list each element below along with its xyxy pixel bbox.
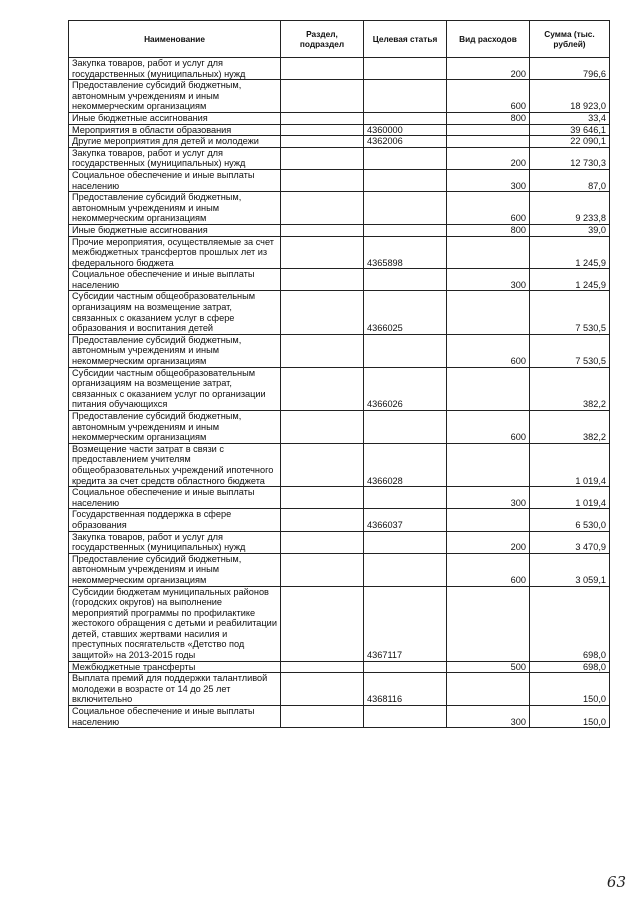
- cell-expense: 300: [447, 706, 530, 728]
- cell-expense: 600: [447, 411, 530, 444]
- cell-expense: [447, 236, 530, 269]
- page-number: 63: [606, 873, 626, 891]
- cell-section: [281, 236, 364, 269]
- budget-table: [68, 20, 610, 728]
- table-row: [69, 291, 610, 334]
- cell-amount: 150,0: [530, 673, 610, 706]
- cell-section: [281, 509, 364, 531]
- cell-target: [364, 411, 447, 444]
- cell-section: [281, 124, 364, 136]
- cell-target: 4362006: [364, 136, 447, 148]
- cell-section: [281, 169, 364, 191]
- cell-expense: [447, 367, 530, 410]
- cell-target: [364, 531, 447, 553]
- cell-name: Предоставление субсидий бюджетным, автономным учреждениям и иным некоммерческим организациям: [69, 553, 281, 586]
- table-row: [69, 192, 610, 225]
- cell-target: [364, 224, 447, 236]
- cell-expense: 600: [447, 334, 530, 367]
- table-row: [69, 169, 610, 191]
- cell-section: [281, 531, 364, 553]
- cell-name: Субсидии частным общеобразовательным организациям на возмещение затрат, связанных с оказанием услуг по организации питания обучающихся: [69, 367, 281, 410]
- cell-name: Социальное обеспечение и иные выплаты населению: [69, 169, 281, 191]
- cell-target: 4365898: [364, 236, 447, 269]
- cell-target: 4366025: [364, 291, 447, 334]
- cell-target: [364, 487, 447, 509]
- cell-amount: 382,2: [530, 367, 610, 410]
- cell-amount: 3 470,9: [530, 531, 610, 553]
- cell-name: Мероприятия в области образования: [69, 124, 281, 136]
- cell-section: [281, 224, 364, 236]
- table-row: [69, 661, 610, 673]
- cell-target: [364, 192, 447, 225]
- cell-expense: [447, 586, 530, 661]
- cell-amount: 3 059,1: [530, 553, 610, 586]
- cell-section: [281, 58, 364, 80]
- cell-amount: 382,2: [530, 411, 610, 444]
- cell-target: 4366028: [364, 443, 447, 486]
- cell-amount: 1 019,4: [530, 487, 610, 509]
- cell-target: 4368116: [364, 673, 447, 706]
- cell-name: Субсидии частным общеобразовательным организациям на возмещение затрат, связанных с оказанием услуг в сфере образования и воспитания детей: [69, 291, 281, 334]
- cell-expense: 600: [447, 192, 530, 225]
- table-row: [69, 487, 610, 509]
- cell-target: [364, 80, 447, 113]
- cell-section: [281, 269, 364, 291]
- table-row: [69, 124, 610, 136]
- table-row: [69, 236, 610, 269]
- cell-expense: [447, 509, 530, 531]
- cell-section: [281, 661, 364, 673]
- cell-expense: 500: [447, 661, 530, 673]
- cell-target: [364, 334, 447, 367]
- table-row: [69, 411, 610, 444]
- cell-name: Межбюджетные трансферты: [69, 661, 281, 673]
- cell-section: [281, 443, 364, 486]
- table-row: [69, 509, 610, 531]
- cell-name: Закупка товаров, работ и услуг для государственных (муниципальных) нужд: [69, 147, 281, 169]
- cell-section: [281, 367, 364, 410]
- header-expense: Вид расходов: [447, 21, 530, 58]
- cell-amount: 12 730,3: [530, 147, 610, 169]
- cell-name: Предоставление субсидий бюджетным, автономным учреждениям и иным некоммерческим организациям: [69, 334, 281, 367]
- cell-target: 4366026: [364, 367, 447, 410]
- cell-target: [364, 58, 447, 80]
- header-target: Целевая статья: [364, 21, 447, 58]
- cell-amount: 7 530,5: [530, 291, 610, 334]
- cell-expense: 600: [447, 80, 530, 113]
- cell-name: Предоставление субсидий бюджетным, автономным учреждениям и иным некоммерческим организациям: [69, 192, 281, 225]
- cell-target: [364, 112, 447, 124]
- table-row: [69, 269, 610, 291]
- cell-section: [281, 112, 364, 124]
- cell-target: [364, 706, 447, 728]
- cell-amount: 7 530,5: [530, 334, 610, 367]
- cell-expense: 300: [447, 169, 530, 191]
- cell-name: Иные бюджетные ассигнования: [69, 224, 281, 236]
- cell-amount: 22 090,1: [530, 136, 610, 148]
- cell-section: [281, 291, 364, 334]
- cell-target: [364, 147, 447, 169]
- cell-name: Государственная поддержка в сфере образования: [69, 509, 281, 531]
- cell-name: Предоставление субсидий бюджетным, автономным учреждениям и иным некоммерческим организациям: [69, 80, 281, 113]
- cell-name: Предоставление субсидий бюджетным, автономным учреждениям и иным некоммерческим организациям: [69, 411, 281, 444]
- cell-name: Другие мероприятия для детей и молодежи: [69, 136, 281, 148]
- table-row: [69, 224, 610, 236]
- cell-amount: 39,0: [530, 224, 610, 236]
- cell-name: Закупка товаров, работ и услуг для государственных (муниципальных) нужд: [69, 531, 281, 553]
- cell-expense: 200: [447, 147, 530, 169]
- cell-section: [281, 192, 364, 225]
- cell-section: [281, 334, 364, 367]
- cell-amount: 87,0: [530, 169, 610, 191]
- cell-expense: [447, 673, 530, 706]
- cell-amount: 33,4: [530, 112, 610, 124]
- cell-target: [364, 169, 447, 191]
- cell-expense: 200: [447, 58, 530, 80]
- cell-expense: 300: [447, 269, 530, 291]
- cell-name: Социальное обеспечение и иные выплаты населению: [69, 269, 281, 291]
- table-row: [69, 553, 610, 586]
- table-row: [69, 367, 610, 410]
- table-row: [69, 586, 610, 661]
- cell-section: [281, 80, 364, 113]
- cell-target: 4366037: [364, 509, 447, 531]
- header-amount: Сумма (тыс. рублей): [530, 21, 610, 58]
- cell-section: [281, 147, 364, 169]
- cell-section: [281, 553, 364, 586]
- cell-expense: 200: [447, 531, 530, 553]
- table-header-row: [69, 21, 610, 58]
- cell-expense: 300: [447, 487, 530, 509]
- cell-name: Субсидии бюджетам муниципальных районов (городских округов) на выполнение мероприятий программы по профилактике жестокого обращения с детьми и реабилитации детей, ставших жертвами насилия и преступных посягательств «Детство под защитой» на 2013-2015 годы: [69, 586, 281, 661]
- cell-amount: 1 245,9: [530, 236, 610, 269]
- cell-name: Иные бюджетные ассигнования: [69, 112, 281, 124]
- cell-amount: 9 233,8: [530, 192, 610, 225]
- cell-target: 4367117: [364, 586, 447, 661]
- cell-name: Возмещение части затрат в связи с предоставлением учителям общеобразовательных учреждений ипотечного кредита за счет средств областного бюджета: [69, 443, 281, 486]
- table-row: [69, 147, 610, 169]
- table-row: [69, 673, 610, 706]
- cell-amount: 698,0: [530, 586, 610, 661]
- cell-section: [281, 136, 364, 148]
- cell-name: Социальное обеспечение и иные выплаты населению: [69, 706, 281, 728]
- cell-amount: 150,0: [530, 706, 610, 728]
- header-name: Наименование: [69, 21, 281, 58]
- cell-name: Социальное обеспечение и иные выплаты населению: [69, 487, 281, 509]
- table-row: [69, 531, 610, 553]
- cell-section: [281, 411, 364, 444]
- cell-target: [364, 553, 447, 586]
- cell-expense: [447, 124, 530, 136]
- table-row: [69, 706, 610, 728]
- cell-expense: 600: [447, 553, 530, 586]
- cell-section: [281, 586, 364, 661]
- cell-expense: [447, 443, 530, 486]
- cell-target: 4360000: [364, 124, 447, 136]
- table-row: [69, 136, 610, 148]
- cell-section: [281, 673, 364, 706]
- cell-amount: 796,6: [530, 58, 610, 80]
- cell-amount: 6 530,0: [530, 509, 610, 531]
- table-row: [69, 334, 610, 367]
- cell-name: Закупка товаров, работ и услуг для государственных (муниципальных) нужд: [69, 58, 281, 80]
- cell-section: [281, 706, 364, 728]
- cell-name: Прочие мероприятия, осуществляемые за счет межбюджетных трансфертов прошлых лет из федерального бюджета: [69, 236, 281, 269]
- cell-amount: 1 019,4: [530, 443, 610, 486]
- cell-expense: 800: [447, 224, 530, 236]
- cell-target: [364, 661, 447, 673]
- cell-amount: 698,0: [530, 661, 610, 673]
- cell-target: [364, 269, 447, 291]
- table-row: [69, 58, 610, 80]
- header-section: Раздел, подраздел: [281, 21, 364, 58]
- table-row: [69, 443, 610, 486]
- cell-name: Выплата премий для поддержки талантливой молодежи в возрасте от 14 до 25 лет включительно: [69, 673, 281, 706]
- cell-expense: 800: [447, 112, 530, 124]
- table-row: [69, 80, 610, 113]
- cell-expense: [447, 136, 530, 148]
- cell-amount: 39 646,1: [530, 124, 610, 136]
- cell-expense: [447, 291, 530, 334]
- cell-amount: 1 245,9: [530, 269, 610, 291]
- table-row: [69, 112, 610, 124]
- cell-section: [281, 487, 364, 509]
- cell-amount: 18 923,0: [530, 80, 610, 113]
